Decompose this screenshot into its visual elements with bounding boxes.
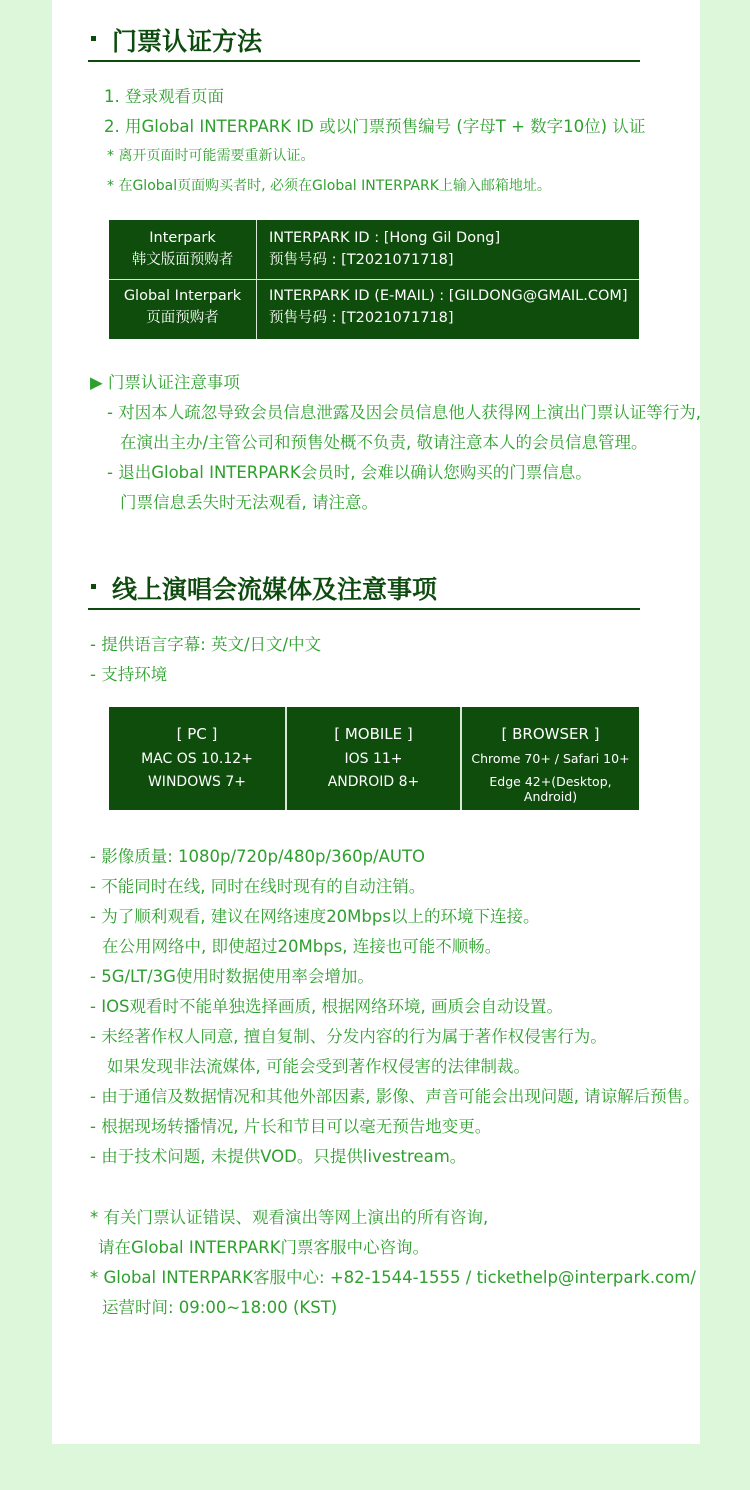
detail-line: - 由于技术问题, 未提供VOD。只提供livestream。 bbox=[90, 1147, 467, 1166]
table-row bbox=[109, 280, 639, 339]
cell-line: Global Interpark bbox=[123, 288, 242, 304]
env-header: [ PC ] bbox=[176, 725, 218, 743]
contact-line: * 有关门票认证错误、观看演出等网上演出的所有咨询, bbox=[90, 1208, 489, 1227]
environment-table bbox=[109, 707, 639, 810]
table-cell-auth-info bbox=[269, 285, 628, 329]
caution-line: - 退出Global INTERPARK会员时, 会难以确认您购买的门票信息。 bbox=[107, 463, 592, 482]
intro-line: - 支持环境 bbox=[90, 665, 168, 684]
table-row bbox=[109, 220, 639, 279]
cell-line: 页面预购者 bbox=[146, 310, 219, 326]
env-header: [ BROWSER ] bbox=[501, 725, 600, 743]
step-item: 1. 登录观看页面 bbox=[104, 87, 224, 106]
cell-line: 预售号码 : [T2021071718] bbox=[269, 310, 454, 326]
caution-line: - 对因本人疏忽导致会员信息泄露及因会员信息他人获得网上演出门票认证等行为, bbox=[107, 403, 701, 422]
heading-bullet bbox=[91, 36, 96, 41]
table-cell-auth-info bbox=[269, 227, 500, 271]
caution-line: 在演出主办/主管公司和预售处概不负责, 敬请注意本人的会员信息管理。 bbox=[120, 433, 648, 452]
env-col-pc bbox=[109, 707, 285, 810]
contact-line: * Global INTERPARK客服中心: +82-1544-1555 / tickethelp@interpark.com/ bbox=[90, 1268, 696, 1287]
detail-line: - 由于通信及数据情况和其他外部因素, 影像、声音可能会出现问题, 请谅解后预售。 bbox=[90, 1087, 700, 1106]
cell-line: 预售号码 : [T2021071718] bbox=[269, 252, 454, 268]
env-line: MAC OS 10.12+ bbox=[141, 751, 253, 767]
table-cell-buyer-type bbox=[109, 227, 256, 271]
cell-line: INTERPARK ID (E-MAIL) : [GILDONG@GMAIL.COM] bbox=[269, 288, 628, 304]
contact-line: 请在Global INTERPARK门票客服中心咨询。 bbox=[98, 1238, 430, 1257]
detail-line: - 不能同时在线, 同时在线时现有的自动注销。 bbox=[90, 877, 426, 896]
env-col-browser bbox=[462, 707, 639, 810]
cell-line: Interpark bbox=[149, 230, 216, 246]
detail-line: 在公用网络中, 即使超过20Mbps, 连接也可能不顺畅。 bbox=[102, 937, 502, 956]
note-item: * 在Global页面购买者时, 必须在Global INTERPARK上输入邮箱地址。 bbox=[107, 178, 551, 194]
section-title: 门票认证方法 bbox=[112, 27, 263, 56]
section-heading-streaming bbox=[88, 572, 640, 610]
env-col-mobile bbox=[287, 707, 460, 810]
env-line: IOS 11+ bbox=[344, 751, 403, 767]
auth-table bbox=[109, 220, 639, 339]
table-cell-buyer-type bbox=[109, 285, 256, 329]
section-title: 线上演唱会流媒体及注意事项 bbox=[112, 575, 438, 604]
note-item: * 离开页面时可能需要重新认证。 bbox=[107, 148, 315, 164]
detail-line: - 5G/LT/3G使用时数据使用率会增加。 bbox=[90, 967, 374, 986]
detail-line: - IOS观看时不能单独选择画质, 根据网络环境, 画质会自动设置。 bbox=[90, 997, 564, 1016]
step-item: 2. 用Global INTERPARK ID 或以门票预售编号 (字母T + 数字10位) 认证 bbox=[104, 117, 646, 136]
env-header: [ MOBILE ] bbox=[334, 725, 413, 743]
detail-line: - 为了顺利观看, 建议在网络速度20Mbps以上的环境下连接。 bbox=[90, 907, 540, 926]
contact-line: 运营时间: 09:00~18:00 (KST) bbox=[102, 1298, 338, 1317]
detail-line: - 根据现场转播情况, 片长和节目可以毫无预告地变更。 bbox=[90, 1117, 492, 1136]
env-line: Chrome 70+ / Safari 10+ bbox=[471, 751, 630, 766]
env-line: Edge 42+(Desktop, Android) bbox=[489, 774, 612, 804]
cell-line: 韩文版面预购者 bbox=[131, 252, 234, 268]
env-line: WINDOWS 7+ bbox=[147, 774, 247, 790]
detail-line: - 影像质量: 1080p/720p/480p/360p/AUTO bbox=[90, 847, 426, 866]
intro-line: - 提供语言字幕: 英文/日文/中文 bbox=[90, 635, 322, 654]
env-line: ANDROID 8+ bbox=[327, 774, 420, 790]
detail-line: 如果发现非法流媒体, 可能会受到著作权侵害的法律制裁。 bbox=[107, 1057, 530, 1076]
detail-line: - 未经著作权人同意, 擅自复制、分发内容的行为属于著作权侵害行为。 bbox=[90, 1027, 607, 1046]
cell-line: INTERPARK ID : [Hong Gil Dong] bbox=[269, 230, 501, 246]
caution-line: 门票信息丢失时无法观看, 请注意。 bbox=[120, 493, 378, 512]
content-card bbox=[52, 0, 700, 1444]
section-heading-ticket-auth bbox=[88, 24, 640, 62]
caution-title: ▶ 门票认证注意事项 bbox=[90, 373, 240, 392]
heading-bullet bbox=[91, 584, 96, 589]
